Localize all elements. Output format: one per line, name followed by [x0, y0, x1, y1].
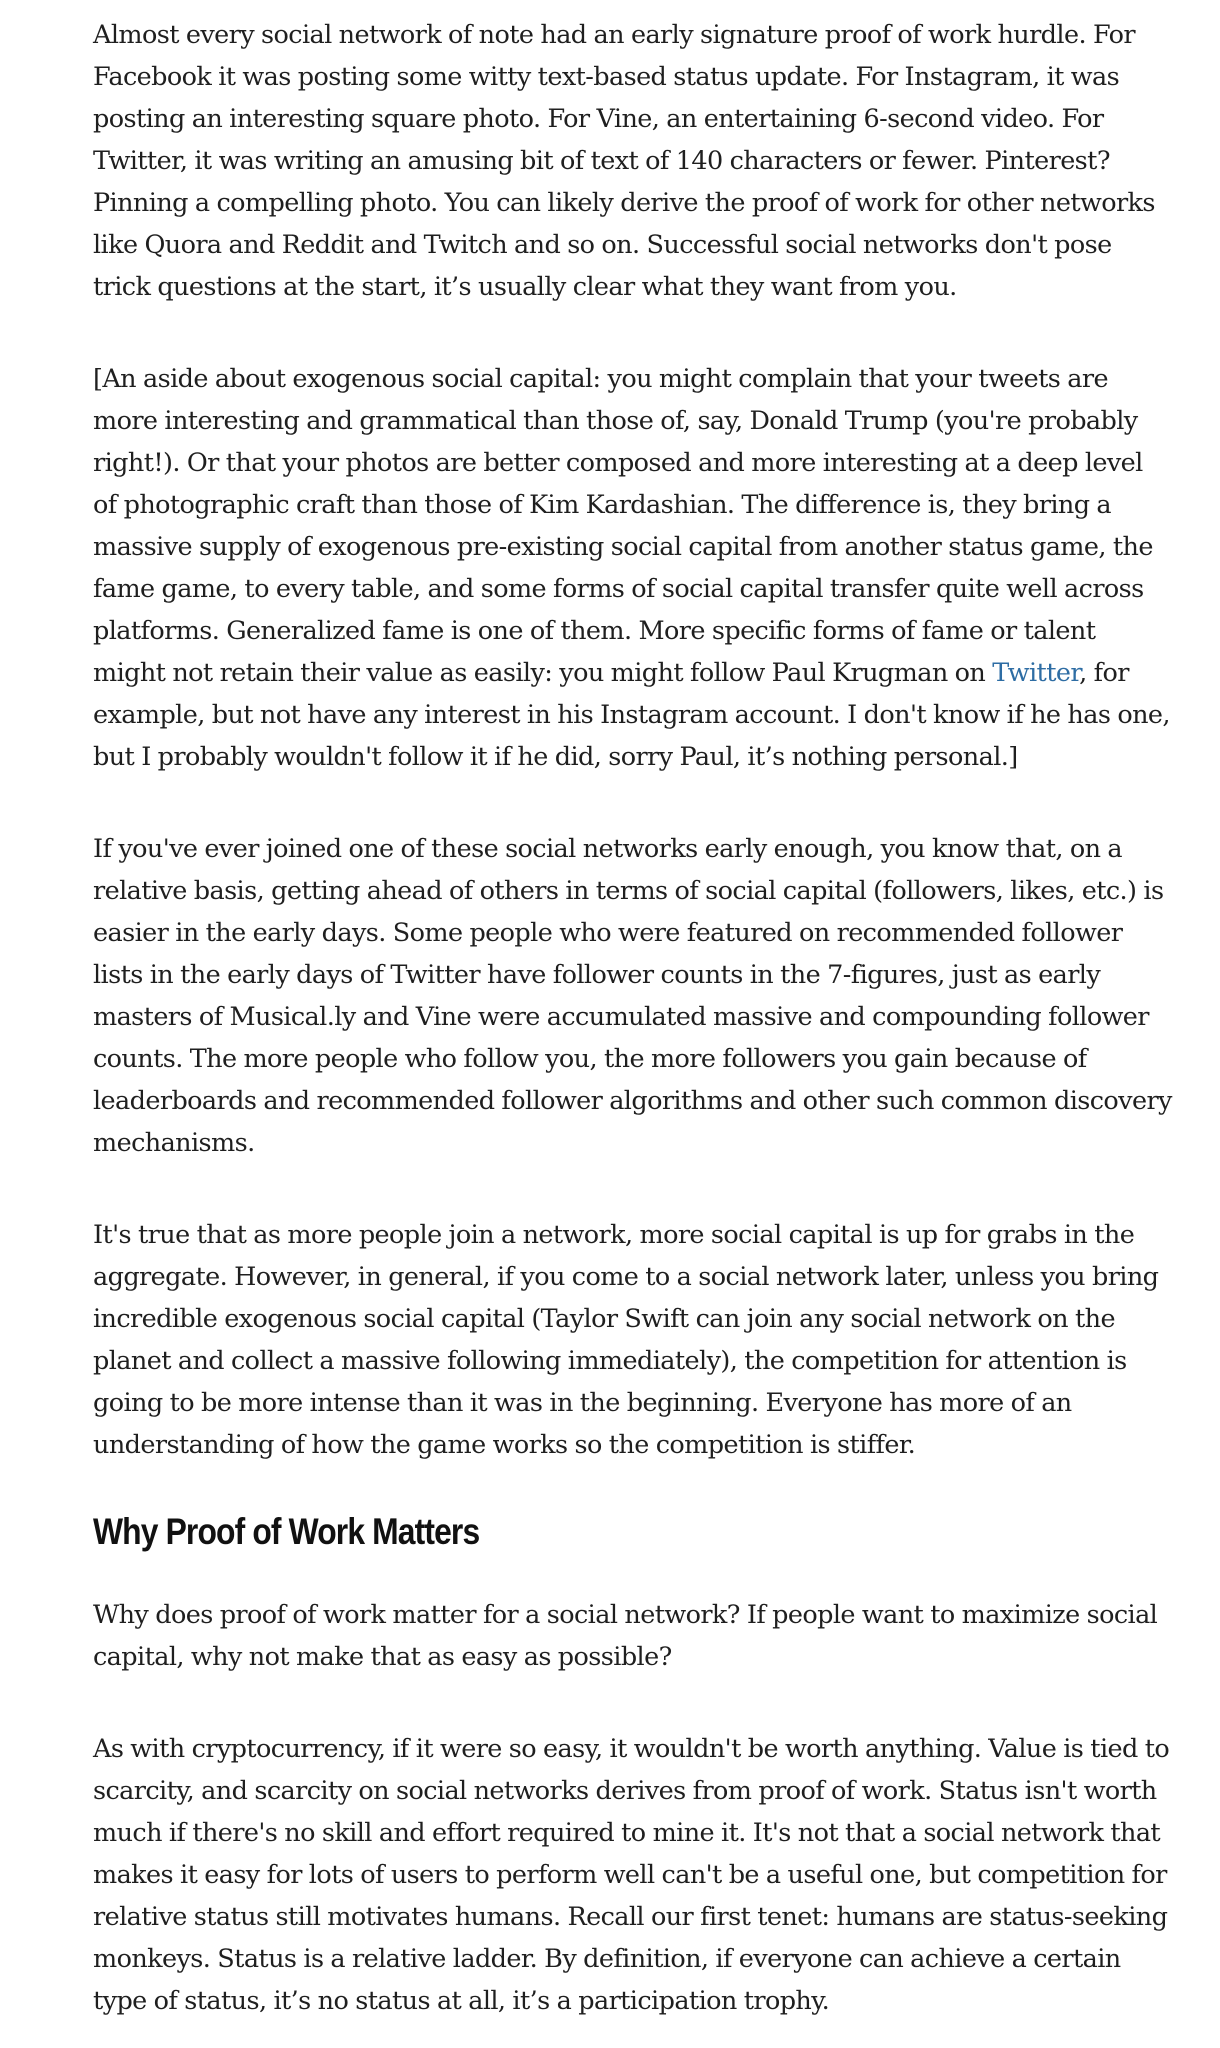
paragraph-text-after-link: , for example, but not have any interest in his Instagram account. I don't know if he has one, but I probably wouldn't follow it if he did, sorry Paul, it’s nothing personal.] — [93, 658, 1170, 772]
paragraph-exogenous-social-capital — [93, 358, 1173, 778]
section-heading: Why Proof of Work Matters — [93, 1511, 480, 1552]
paragraph-scarcity: As with cryptocurrency, if it were so easy, it wouldn't be worth anything. Value is tied to scarcity, and scarcity on social networks derives from proof of work. Status isn't worth much if there's no skill and effort required to mine it. It's not that a social network that makes it easy for lots of users to perform well can't be a useful one, but competition for relative status still motivates humans. Recall our first tenet: humans are status-seeking monkeys. Status is a relative ladder. By definition, if everyone can achieve a certain type of status, it’s no status at all, it’s a participation trophy. — [93, 1734, 1170, 2016]
paragraph-proof-of-work-hurdles: Almost every social network of note had an early signature proof of work hurdle. For Facebook it was posting some witty text-based status update. For Instagram, it was posting an interesting square photo. For Vine, an entertaining 6-second video. For Twitter, it was writing an amusing bit of text of 140 characters or fewer. Pinterest? Pinning a compelling photo. You can likely derive the proof of work for other networks like Quora and Reddit and Twitch and so on. Successful social networks don't pose trick questions at the start, it’s usually clear what they want from you. — [93, 20, 1155, 302]
paragraph-later-competition: It's true that as more people join a network, more social capital is up for grabs in the aggregate. However, in general, if you come to a social network later, unless you bring incredible exogenous social capital (Taylor Swift can join any social network on the planet and collect a massive following immediately), the competition for attention is going to be more intense than it was in the beginning. Everyone has more of an understanding of how the game works so the competition is stiffer. — [93, 1220, 1159, 1460]
twitter-link[interactable]: Twitter — [992, 658, 1080, 688]
paragraph-why-question: Why does proof of work matter for a social network? If people want to maximize social capital, why not make that as easy as possible? — [93, 1600, 1158, 1672]
paragraph-early-adopters: If you've ever joined one of these social networks early enough, you know that, on a relative basis, getting ahead of others in terms of social capital (followers, likes, etc.) is easier in the early days. Some people who were featured on recommended follower lists in the early days of Twitter have follower counts in the 7-figures, just as early masters of Musical.ly and Vine were accumulated massive and compounding follower counts. The more people who follow you, the more followers you gain because of leaderboards and recommended follower algorithms and other such common discovery mechanisms. — [93, 834, 1172, 1158]
paragraph-text-before-link: [An aside about exogenous social capital: you might complain that your tweets are more interesting and grammatical than those of, say, Donald Trump (you're probably right!). Or that your photos are better composed and more interesting at a deep level of photographic craft than those of Kim Kardashian. The difference is, they bring a massive supply of exogenous pre-existing social capital from another status game, the fame game, to every table, and some forms of social capital transfer quite well across platforms. Generalized fame is one of them. More specific forms of fame or talent might not retain their value as easily: you might follow Paul Krugman on — [93, 364, 1153, 688]
article-body — [93, 14, 1173, 2022]
